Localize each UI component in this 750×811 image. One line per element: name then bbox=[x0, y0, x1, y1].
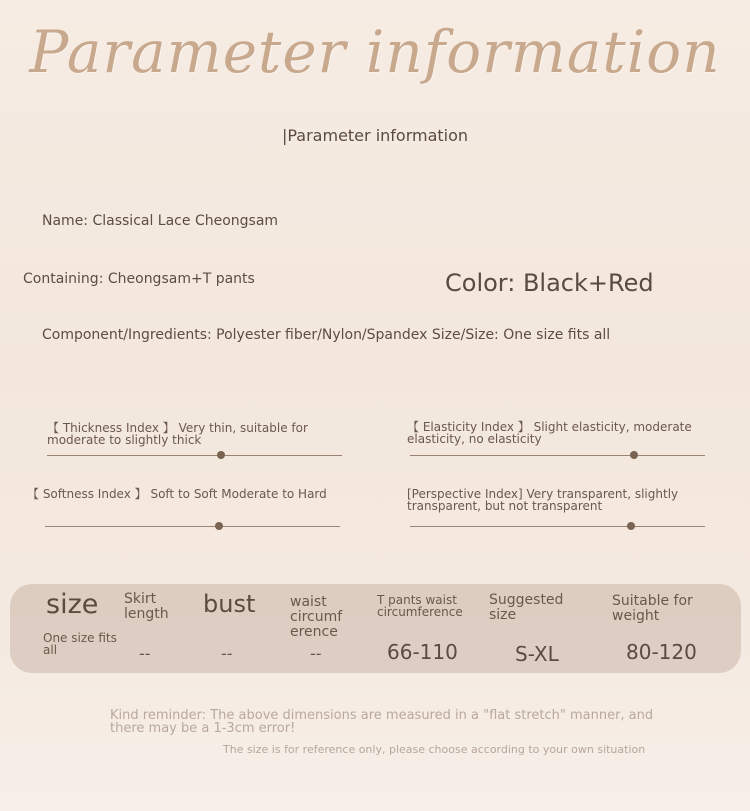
softness-index-line1: 【 Softness Index 】 Soft to Soft Moderate to Hard bbox=[27, 487, 327, 501]
product-components: Component/Ingredients: Polyester fiber/Nylon/Spandex Size/Size: One size fits all bbox=[42, 327, 611, 343]
elasticity-index-line1: 【 Elasticity Index 】 Slight elasticity, moderate bbox=[407, 420, 692, 434]
perspective-index-track bbox=[410, 526, 705, 527]
tpants-waist-header: T pants waist circumference bbox=[377, 593, 463, 619]
script-title: Parameter information bbox=[29, 18, 721, 86]
kind-reminder-line2: there may be a 1-3cm error! bbox=[110, 721, 296, 736]
suggested-size-value: S-XL bbox=[515, 642, 559, 666]
thickness-index-label bbox=[47, 422, 347, 446]
suggested-size-header: Suggested size bbox=[489, 592, 564, 623]
product-name: Name: Classical Lace Cheongsam bbox=[42, 213, 279, 229]
elasticity-index-line2: elasticity, no elasticity bbox=[407, 432, 542, 446]
bust-value: -- bbox=[221, 644, 233, 663]
product-containing: Containing: Cheongsam+T pants bbox=[23, 271, 255, 287]
weight-value: 80-120 bbox=[626, 640, 697, 664]
waist-value: -- bbox=[310, 644, 322, 663]
kind-reminder bbox=[110, 709, 653, 735]
weight-header: Suitable for weight bbox=[612, 593, 693, 624]
thickness-index-line2: moderate to slightly thick bbox=[47, 433, 202, 447]
softness-index-label bbox=[27, 488, 357, 500]
skirt-length-header: Skirt length bbox=[124, 591, 169, 622]
bust-header: bust bbox=[203, 590, 256, 618]
elasticity-index-label bbox=[407, 421, 717, 445]
section-subtitle: |Parameter information bbox=[281, 126, 469, 145]
softness-index-track bbox=[45, 526, 340, 527]
one-size-note bbox=[43, 632, 117, 656]
elasticity-index-track bbox=[410, 455, 705, 456]
elasticity-index-marker bbox=[630, 451, 638, 459]
perspective-index-line2: transparent, but not transparent bbox=[407, 499, 603, 513]
thickness-index-marker bbox=[217, 451, 225, 459]
size-label: size bbox=[46, 589, 99, 620]
one-size-line2: all bbox=[43, 643, 58, 657]
kind-reminder-line1: Kind reminder: The above dimensions are measured in a "flat stretch" manner, and bbox=[110, 708, 654, 723]
reference-note: The size is for reference only, please choose according to your own situation bbox=[223, 743, 646, 756]
one-size-line1: One size fits bbox=[43, 631, 117, 645]
perspective-index-marker bbox=[627, 522, 635, 530]
perspective-index-line1: [Perspective Index] Very transparent, slightly bbox=[407, 487, 679, 501]
waist-header: waist circumf erence bbox=[290, 594, 343, 640]
softness-index-marker bbox=[215, 522, 223, 530]
thickness-index-track bbox=[47, 455, 342, 456]
tpants-waist-value: 66-110 bbox=[387, 640, 458, 664]
skirt-length-value: -- bbox=[139, 644, 151, 663]
perspective-index-label bbox=[407, 488, 717, 512]
thickness-index-line1: 【 Thickness Index 】 Very thin, suitable for bbox=[47, 421, 308, 435]
product-color: Color: Black+Red bbox=[445, 269, 654, 297]
